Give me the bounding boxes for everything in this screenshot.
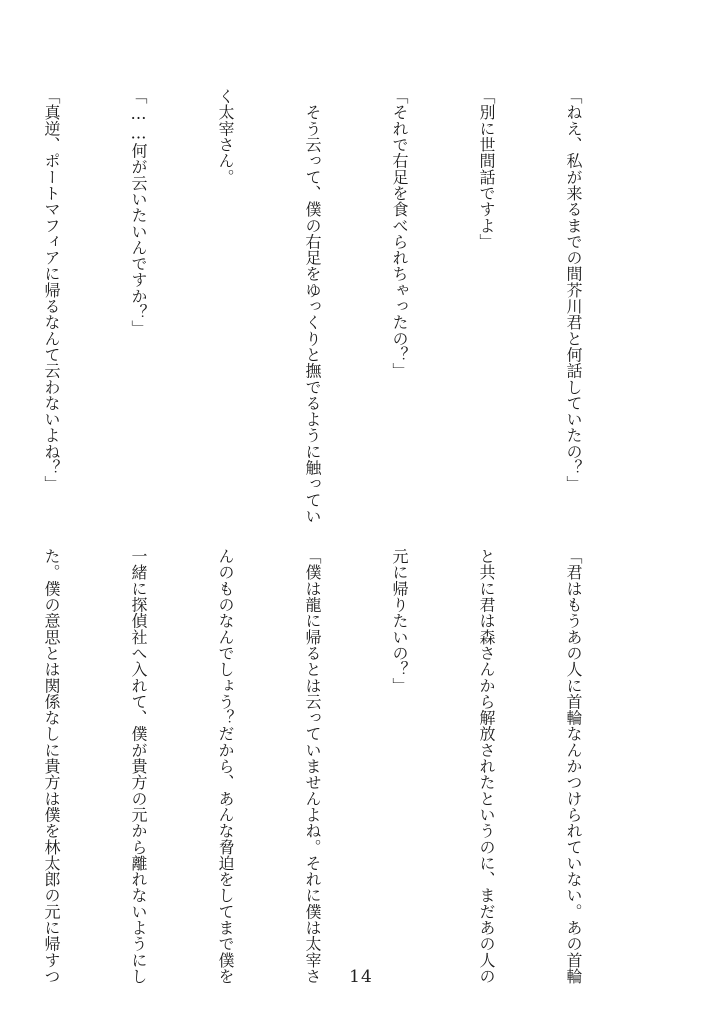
text-line: そう云って、僕の右足をゆっくりと撫でるように触ってい bbox=[303, 88, 322, 525]
text-line: く太宰さん。 bbox=[216, 88, 235, 185]
text-line: 「別に世間話ですよ」 bbox=[477, 88, 496, 250]
text-line: 「僕は龍に帰るとは云っていませんよね。それに僕は太宰さ bbox=[303, 548, 322, 985]
text-line: 元に帰りたいの？」 bbox=[390, 548, 409, 694]
text-line: た。僕の意思とは関係なしに貴方は僕を林太郎の元に帰すつ bbox=[42, 548, 61, 985]
text-line: んのものなんでしょう？だから、あんな脅迫をしてまで僕を bbox=[216, 548, 235, 985]
top-text-block bbox=[42, 88, 646, 525]
text-line: 一緒に探偵社へ入れて、僕が貴方の元から離れないようにし bbox=[129, 548, 148, 985]
text-line: 「ねえ、私が来るまでの間芥川君と何話していたの？」 bbox=[564, 88, 583, 492]
text-line: と共に君は森さんから解放されたというのに、まだあの人の bbox=[477, 548, 496, 985]
text-line: 「真逆、ポートマフィアに帰るなんて云わないよね？」 bbox=[42, 88, 61, 492]
page-number: 14 bbox=[349, 967, 373, 987]
text-line: 「君はもうあの人に首輪なんかつけられていない。あの首輪 bbox=[564, 548, 583, 985]
text-line: 「……何が云いたいんですか？」 bbox=[129, 88, 148, 337]
text-line: 「それで右足を食べられちゃったの？」 bbox=[390, 88, 409, 379]
